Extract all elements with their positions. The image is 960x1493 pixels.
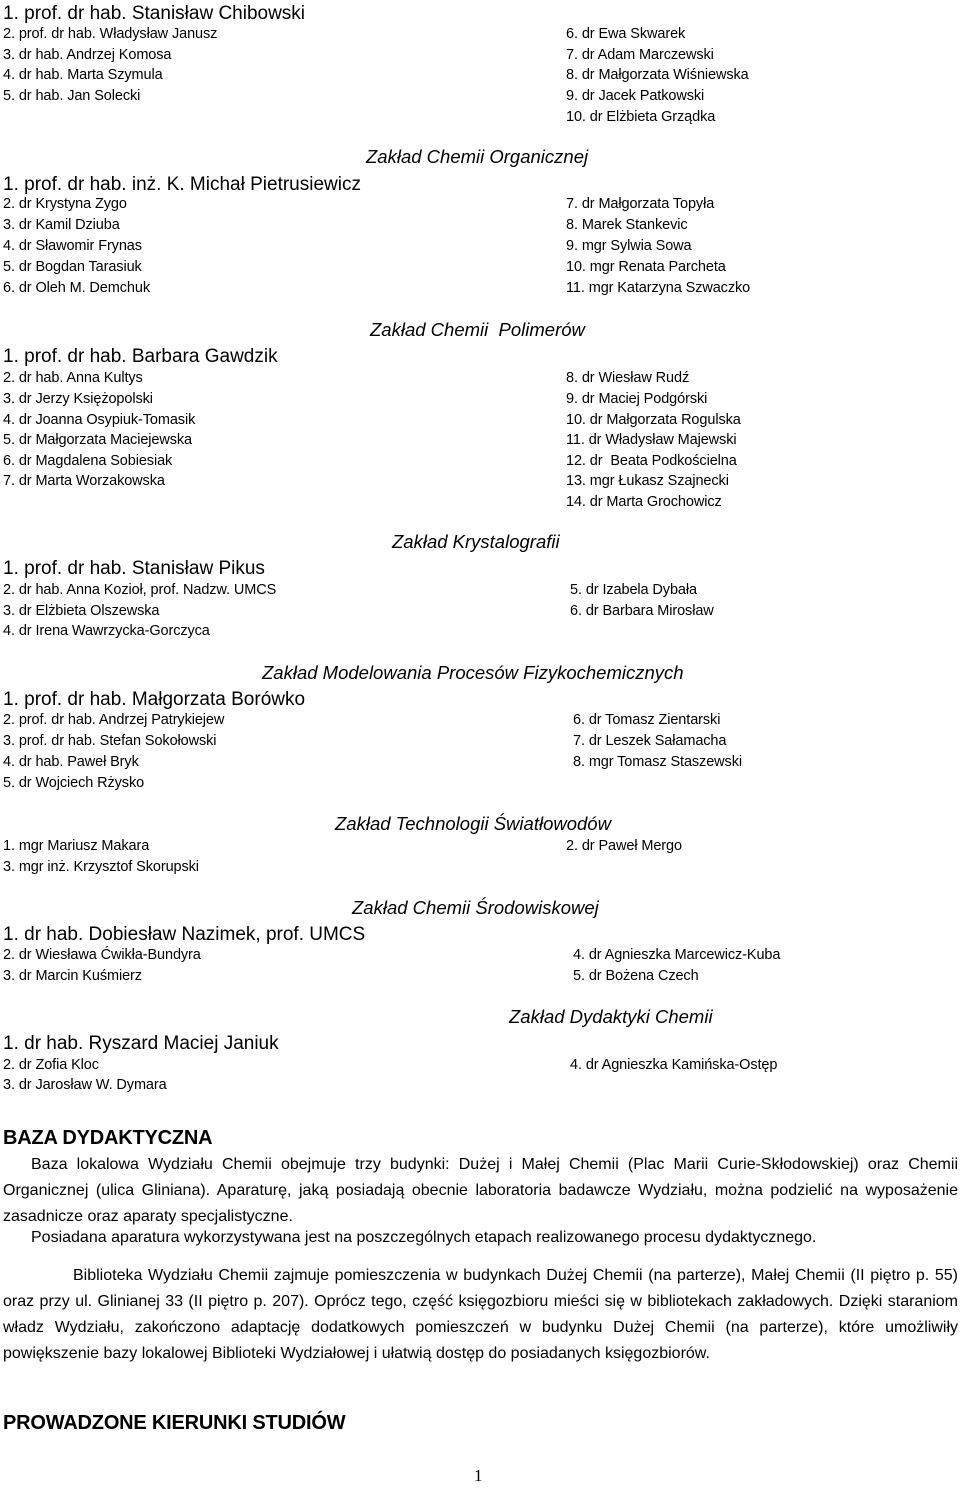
staff-item: 8. dr Małgorzata Wiśniewska	[566, 67, 749, 83]
section-heading: Zakład Chemii Polimerów	[370, 319, 585, 340]
section-heading: Zakład Krystalografii	[392, 531, 560, 552]
paragraph-text: Posiadana aparatura wykorzystywana jest na poszczególnych etapach realizowanego procesu dydaktycznego.	[31, 1229, 817, 1246]
section-heading: Zakład Dydaktyki Chemii	[509, 1006, 713, 1027]
staff-item: 2. dr hab. Anna Kultys	[3, 370, 143, 386]
section-heading: Zakład Chemii Organicznej	[366, 146, 589, 167]
staff-item: 5. dr Izabela Dybała	[570, 582, 697, 598]
section-title: PROWADZONE KIERUNKI STUDIÓW	[3, 1412, 346, 1434]
staff-item: 14. dr Marta Grochowicz	[566, 494, 722, 510]
staff-item: 13. mgr Łukasz Szajnecki	[566, 473, 729, 489]
staff-item: 9. mgr Sylwia Sowa	[566, 238, 692, 254]
staff-item: 5. dr hab. Jan Solecki	[3, 88, 141, 104]
staff-item: 3. dr hab. Andrzej Komosa	[3, 47, 172, 63]
staff-item: 4. dr Agnieszka Marcewicz-Kuba	[573, 947, 781, 963]
section-title: BAZA DYDAKTYCZNA	[3, 1127, 213, 1149]
staff-lead: 1. dr hab. Ryszard Maciej Janiuk	[3, 1033, 279, 1054]
staff-item: 1. mgr Mariusz Makara	[3, 838, 150, 854]
staff-item: 2. dr Paweł Mergo	[566, 838, 682, 854]
section-heading: Zakład Chemii Środowiskowej	[352, 897, 599, 918]
staff-item: 9. dr Jacek Patkowski	[566, 88, 705, 104]
staff-item: 8. Marek Stankevic	[566, 217, 688, 233]
staff-item: 6. dr Tomasz Zientarski	[573, 712, 721, 728]
staff-item: 4. dr Irena Wawrzycka-Gorczyca	[3, 623, 210, 639]
staff-item: 6. dr Oleh M. Demchuk	[3, 280, 150, 296]
staff-item: 3. dr Jerzy Księżopolski	[3, 391, 153, 407]
staff-item: 10. dr Elżbieta Grządka	[566, 109, 716, 125]
staff-item: 3. dr Elżbieta Olszewska	[3, 603, 160, 619]
staff-lead: 1. dr hab. Dobiesław Nazimek, prof. UMCS	[3, 924, 366, 945]
paragraph	[3, 1225, 958, 1251]
staff-item: 10. mgr Renata Parcheta	[566, 259, 726, 275]
staff-item: 2. prof. dr hab. Władysław Janusz	[3, 26, 218, 42]
staff-item: 8. mgr Tomasz Staszewski	[573, 754, 742, 770]
staff-lead: 1. prof. dr hab. Stanisław Chibowski	[3, 3, 306, 24]
staff-item: 7. dr Leszek Sałamacha	[573, 733, 727, 749]
staff-item: 7. dr Marta Worzakowska	[3, 473, 165, 489]
staff-lead: 1. prof. dr hab. Małgorzata Borówko	[3, 689, 306, 710]
staff-item: 2. dr Krystyna Zygo	[3, 196, 127, 212]
staff-item: 5. dr Małgorzata Maciejewska	[3, 432, 192, 448]
page-number: 1	[474, 1466, 483, 1485]
staff-item: 12. dr Beata Podkościelna	[566, 453, 737, 469]
staff-item: 2. dr Wiesława Ćwikła-Bundyra	[3, 947, 201, 963]
section-heading: Zakład Modelowania Procesów Fizykochemicznych	[262, 662, 684, 683]
staff-lead: 1. prof. dr hab. Stanisław Pikus	[3, 558, 265, 579]
staff-item: 4. dr Agnieszka Kamińska-Ostęp	[570, 1057, 778, 1073]
staff-item: 6. dr Ewa Skwarek	[566, 26, 686, 42]
staff-item: 2. dr hab. Anna Kozioł, prof. Nadzw. UMCS	[3, 582, 277, 598]
staff-lead: 1. prof. dr hab. inż. K. Michał Pietrusiewicz	[3, 174, 361, 195]
paragraph	[3, 1152, 958, 1230]
staff-item: 3. dr Jarosław W. Dymara	[3, 1077, 167, 1093]
staff-item: 4. dr hab. Marta Szymula	[3, 67, 163, 83]
paragraph-text: Biblioteka Wydziału Chemii zajmuje pomieszczenia w budynkach Dużej Chemii (na parterze), Małej Chemii (II piętro p. 55) oraz przy ul. Glinianej 33 (II piętro p. 207). Oprócz tego, część księgozbioru mieści się w bibliotekach zakładowych. Dzięki staraniom władz Wydziału, zakończono adaptację dodatkowych pomieszczeń w budynku Dużej Chemii (na parterze), które umożliwiły powiększenie bazy lokalowej Biblioteki Wydziałowej i ułatwią dostęp do posiadanych księgozbiorów.	[3, 1267, 958, 1362]
staff-item: 3. dr Marcin Kuśmierz	[3, 968, 142, 984]
staff-item: 9. dr Maciej Podgórski	[566, 391, 708, 407]
paragraph	[3, 1263, 958, 1367]
staff-item: 5. dr Bogdan Tarasiuk	[3, 259, 142, 275]
staff-item: 6. dr Magdalena Sobiesiak	[3, 453, 173, 469]
staff-lead: 1. prof. dr hab. Barbara Gawdzik	[3, 346, 278, 367]
staff-item: 3. dr Kamil Dziuba	[3, 217, 120, 233]
staff-item: 8. dr Wiesław Rudź	[566, 370, 690, 386]
section-heading: Zakład Technologii Światłowodów	[335, 813, 611, 834]
staff-item: 4. dr hab. Paweł Bryk	[3, 754, 139, 770]
staff-item: 2. dr Zofia Kloc	[3, 1057, 99, 1073]
staff-item: 10. dr Małgorzata Rogulska	[566, 412, 741, 428]
staff-item: 3. mgr inż. Krzysztof Skorupski	[3, 859, 199, 875]
staff-item: 7. dr Małgorzata Topyła	[566, 196, 715, 212]
staff-item: 5. dr Bożena Czech	[573, 968, 699, 984]
staff-item: 2. prof. dr hab. Andrzej Patrykiejew	[3, 712, 225, 728]
staff-item: 6. dr Barbara Mirosław	[570, 603, 714, 619]
staff-item: 4. dr Joanna Osypiuk-Tomasik	[3, 412, 196, 428]
staff-item: 11. mgr Katarzyna Szwaczko	[566, 280, 751, 296]
staff-item: 11. dr Władysław Majewski	[566, 432, 737, 448]
staff-item: 7. dr Adam Marczewski	[566, 47, 714, 63]
paragraph-text: Baza lokalowa Wydziału Chemii obejmuje trzy budynki: Dużej i Małej Chemii (Plac Marii Curie-Skłodowskiej) oraz Chemii Organicznej (ulica Gliniana). Aparaturę, jaką posiadają obecnie laboratoria badawcze Wydziału, można podzielić na wyposażenie zasadnicze oraz aparaty specjalistyczne.	[3, 1156, 958, 1225]
staff-item: 4. dr Sławomir Frynas	[3, 238, 142, 254]
staff-item: 5. dr Wojciech Rżysko	[3, 775, 145, 791]
staff-item: 3. prof. dr hab. Stefan Sokołowski	[3, 733, 217, 749]
